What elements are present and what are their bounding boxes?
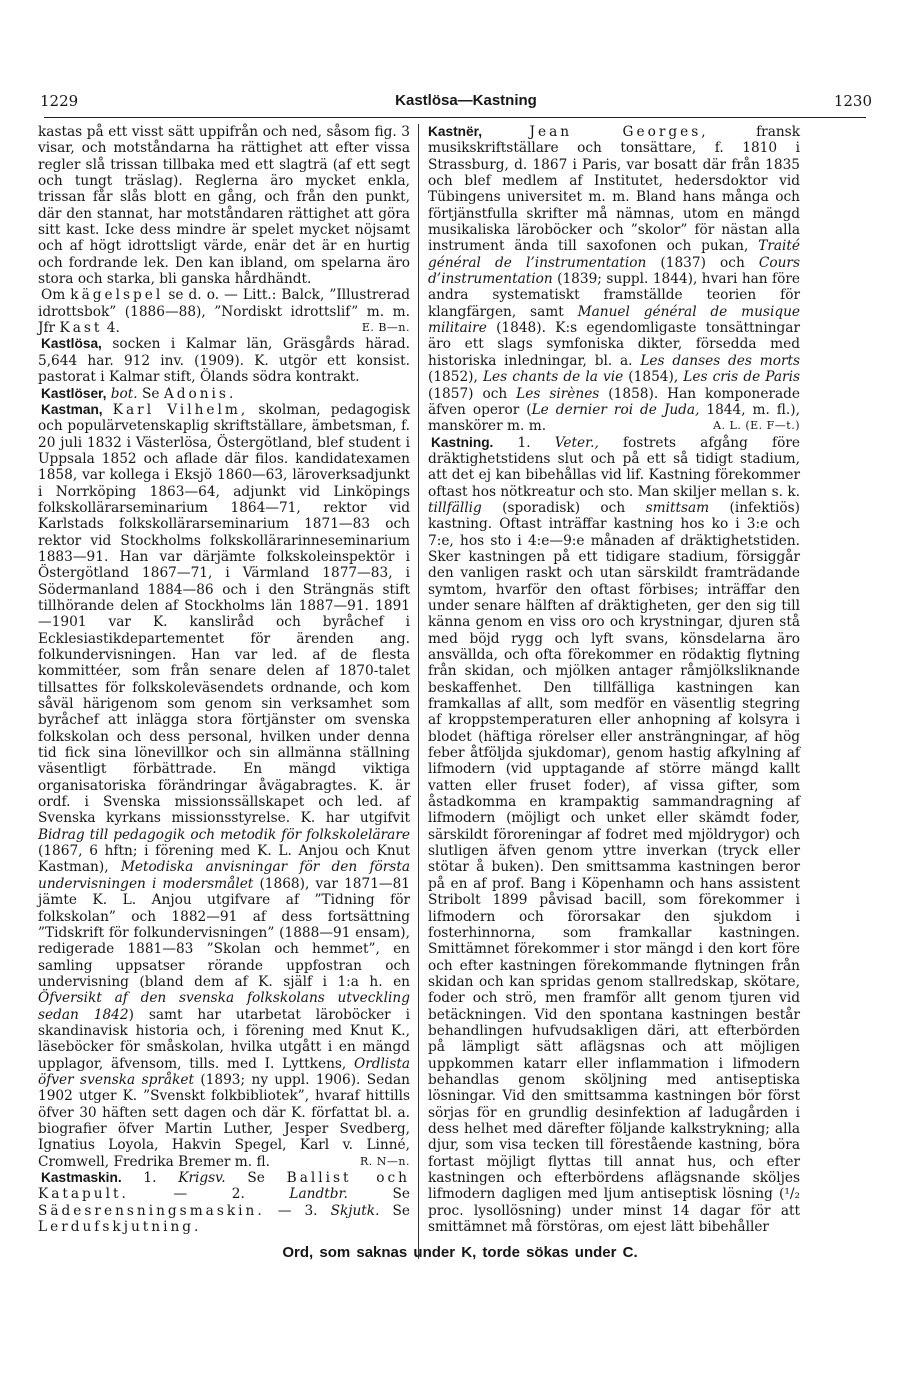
entry-headword: Kastman, xyxy=(41,401,103,417)
text-run: Se xyxy=(137,385,164,402)
text-run: Les chants de la vie xyxy=(482,369,624,386)
text-run: ) samt har utarbetat läroböcker i skandinavisk historia och, i förening med Knut K., läseböcker för småskolan, hvilka utgått i en mängd upplagor, äfvensom, tills. med I. Lyttkens, xyxy=(38,1006,411,1072)
text-run: (1858). Han komponerade äfven operor ( xyxy=(428,385,801,418)
entry-headword: Kastnër, xyxy=(428,124,483,139)
author-signature: R. N—n. xyxy=(360,1154,410,1168)
text-run: kastas på ett visst sätt uppifrån och ned, såsom fig. 3 visar, och motståndarna ha rättighet att efter vissa regler slå trissan tillbaka med ett slagträ (af ett segt och tungt träslag). Reglerna äro mycket enkla, trissan får slås blott en gång, och från den punkt, där den stannat, har motståndaren rättighet att göra sitt kast. Icke dess mindre är spelet mycket nöjsamt och af högt idrottsligt värde, enär det är en hurtig och fordrande lek. Den kan ibland, om spelarna äro stora och starka, bli ganska hårdhändt. xyxy=(38,124,410,288)
text-run: Skjutk. xyxy=(330,1202,380,1219)
text-run: (1852), xyxy=(428,369,483,386)
text-run: ¹/₂ xyxy=(784,1186,800,1203)
text-run: Bidrag till pedagogik och metodik för folkskolelärare xyxy=(38,826,410,843)
text-run: Jean Georges, xyxy=(529,124,709,140)
text-run: Les cris de Paris xyxy=(683,369,800,386)
text-run: (infektiös) kastning. Oftast inträffar kastning hos ko i 3:e och 7:e, hos sto i 4:e—9:e månaden af dräktighetstiden. Sker kastningen på ett tidigare stadium, försiggår den vanligen raskt och utan särskildt framträdande symtom, hvarför den oftast förbises; inträffar den under senare hälften af dräktigheten, ger den sig till känna genom en viss oro och krystningar, djuren stå med böjd rygg och lyft svans, könsdelarna äro ansvällda, och ofta förekommer en rödaktig flytning från skidan, och mjölken antager råmjölksliknande beskaffenhet. Den tillfälliga kastningen kan framkallas af allt, som medför en väsentlig stegring af kroppstemperaturen eller anhopning af kolsyra i blodet (häftiga rörelser eller ansträngningar, af hög feber åtföljda sjukdomar), genom hastig afkylning af lifmodern (vid upptagande af större mängd kallt vatten eller fruset foder), af vissa gifter, som åstadkomma en krampaktig sammandragning af lifmodern (möjligt och unket eller skämdt foder, särskildt föroreningar af fodret med mjöldrygor) och slutligen äfven genom yttre inverkan (tryck eller stötar å buken). Den smittsamma kastningen beror på en af prof. Bang i Köpenhamn och hans assistent Stribolt 1899 påvisad bacill, som förekommer i lifmodern och förorsakar den sjukdom i fosterhinnorna, som framkallar kastningen. Smittämnet förekommer i stor mängd i den kort före och efter kastningen förekommande flytningen från skidan och kan spridas genom stallredskap, skötare, foder och strö, men framför allt genom tjuren vid betäckningen. Vid den spontana kastningen består behandlingen hufvudsakligen däri, att efterbörden på lämpligt sätt aflägsnas och att möjligen uppkommen katarr eller inflammation i lifmodern behandlas genom sköljning med antiseptiska lösningar. Vid den smittsamma kastningen bör först sörjas för en grundlig desinfektion af ladugården i dess helhet med därefter följande kalkstrykning; alla djur, som visa tecken till förestående kastning, böra fortast möjligt flyttas till annat hus, och efter kastningen och efterbördens aflägsnande sköljes lifmodern dagligen med ljum antiseptisk lösning ( xyxy=(428,499,800,1203)
entry-headword: Kastlösa, xyxy=(41,336,102,352)
text-run: fostrets afgång före dräktighetstidens slut och på ett så tidigt stadium, att det ej kan bibehållas vid lif. Kastning förekommer oftast hos nötkreatur och sto. Man skiljer mellan s. k. xyxy=(428,434,800,500)
text-run: Om xyxy=(41,287,66,304)
text-run: Öfversikt af den svenska folkskolans utveckling sedan 1842 xyxy=(38,990,410,1023)
paragraph-kagelspel xyxy=(38,287,410,336)
running-title: Kastlösa—Kastning xyxy=(395,92,537,109)
text-run: skolman, pedagogisk och populärvetenskaplig skriftställare, ämbetsman, f. 20 juli 1832 i Västerlösa, Östergötland, blef student i Uppsala 1852 och aflade där filos. kandidatexamen 1858, var kollega i Eksjö 1860—63, läroverksadjunkt i Norrköping 1863—64, adjunkt vid Linköpings folkskollärarseminarium 1864—71, rektor vid Karlstads folkskollärarseminarium 1871—83 och rektor vid Stockholms folkskollärarinneseminarium 1883—91. Han var därjämte folkskoleinspektör i Östergötland 1867—71, i Värmland 1877—83, i Södermanland 1884—86 och i den Strängnäs stift tillhörande delen af Stockholms län 1887—91. 1891—1901 var K. kansliråd och byråchef i Ecklesiastikdepartementet för ärenden ang. folkundervisningen. Han var led. af de flesta kommittéer, som från senare delen af 1870-talet tillsattes för folkskoleväsendets ordnande, och kom såväl härigenom som genom sin verksamhet som byråchef att inlägga stora förtjänster om svenska folkskolan och dess personal, hvilken under denna tid fick sina lönevillkor och sin allmänna ställning väsentligt förbättrade. En mängd viktiga organisatoriska förändringar åvägabragtes. K. är ordf. i Svenska missionssällskapet och led. af Svenska kyrkans missionsstyrelse. K. har utgifvit xyxy=(38,401,410,827)
entry-headword: Kastning. xyxy=(431,434,494,450)
author-signature: E. B—n. xyxy=(361,321,410,335)
text-run: (1868), var 1871—81 jämte K. L. Anjou utgifvare af ”Tidning för folkskolan” och 1882—91 af dess fortsättning ”Tidskrift för folkundervisningen” (1888—91 ensam), redigerade 1881—83 ”Skolan och hemmet”, en samling uppsatser rörande uppfostran och undervisning (bland dem af K. själf i 1:a h. en xyxy=(38,875,411,990)
text-run: Se xyxy=(225,1170,287,1186)
text-run: Traité général de l’instrumentation xyxy=(428,238,800,271)
footer-note: Ord, som saknas under K, torde sökas under C. xyxy=(282,1244,638,1261)
text-run: smittsam xyxy=(645,499,710,516)
text-run: Se xyxy=(379,1202,410,1219)
text-run: Krigsv. xyxy=(178,1170,226,1186)
text-run: Lerdufskjutning. xyxy=(38,1219,202,1236)
text-run: — 3. xyxy=(264,1202,331,1219)
text-run: Metodiska anvisningar för den första undervisningen i modersmålet xyxy=(38,859,410,892)
text-run: (1854), xyxy=(623,369,684,386)
text-run: Ballist och Katapult. xyxy=(38,1170,410,1203)
text-run: (1839; suppl. 1844), hvari han före andra systematiskt framställde teorien för klangfärgen, samt xyxy=(428,271,800,320)
text-run: tillfällig xyxy=(428,499,482,516)
text-run: socken i Kalmar län, Gräsgårds härad. 5,644 har. 912 inv. (1909). K. utgör ett konsist. pastorat i Kalmar stift, Ölands södra kontrakt. xyxy=(38,336,410,386)
paragraph-kastas xyxy=(38,124,410,287)
entry-kastning xyxy=(428,435,800,1236)
header-rule xyxy=(44,117,866,118)
right-column xyxy=(428,124,800,1235)
text-run: kägelspel xyxy=(70,287,164,304)
text-run: Karl Vilhelm, xyxy=(112,401,249,418)
entry-headword: Kastlöser, xyxy=(41,385,107,401)
text-run: Les danses des morts xyxy=(640,352,801,369)
text-run: Se xyxy=(347,1186,410,1203)
text-run: fransk musikskriftställare och tonsättare, f. 1810 i Strassburg, d. 1867 i Paris, var bosatt där från 1835 och blef medlem af Institutet, hedersdoktor vid Tübingens universitet m. m. Bland hans många och förtjänstfulla skrifter må nämnas, utom en mängd musikaliska läroböcker och ”skolor” för nästan alla instrument ända till saxofonen och pukan, xyxy=(428,124,800,255)
page-number-right: 1230 xyxy=(833,92,872,110)
text-run: Ordlista öfver svenska språket xyxy=(38,1055,410,1088)
entry-kastner xyxy=(428,124,800,435)
entry-kastmaskin xyxy=(38,1170,410,1235)
text-run: Adonis. xyxy=(163,385,237,402)
text-run: (1848). K:s egendomligaste tonsättningar äro ett slags symfoniska dikter, försedda med historiska inledningar, bl. a. xyxy=(428,320,800,369)
text-run: 1844, m. fl.), manskörer m. m. xyxy=(428,401,800,435)
text-run: Cours d’instrumentation xyxy=(428,254,801,288)
column-divider xyxy=(418,124,419,1259)
page-number-left: 1229 xyxy=(40,92,79,110)
text-run: (1837) och xyxy=(646,254,759,271)
text-run: (sporadisk) och xyxy=(481,499,646,516)
text-run: Veter., xyxy=(554,434,599,451)
text-run: Les sirènes xyxy=(516,385,600,402)
entry-kastlosa xyxy=(38,336,410,385)
text-run: 1. xyxy=(121,1170,179,1186)
text-run: Le dernier roi de Juda, xyxy=(531,401,700,418)
text-run: Landtbr. xyxy=(289,1186,348,1203)
left-column xyxy=(38,124,410,1235)
text-run: 4. xyxy=(106,320,120,337)
text-run: Kast xyxy=(59,320,103,337)
text-run: Manuel général de musique militaire xyxy=(428,303,800,337)
entry-kastman xyxy=(38,402,410,1170)
text-run: — 2. xyxy=(128,1186,290,1203)
text-run: proc. lysollösning) under minst 14 dagar för att smittämnet må förstöras, om ejest lätt bibehåller xyxy=(428,1202,800,1236)
text-run: (1893; ny uppl. 1906). Sedan 1902 utger K. ”Svenskt folkbibliotek”, hvaraf hittills öfver 30 häften sett dagen och där K. författat bl. a. biografier öfver Martin Luther, Jesper Svedberg, Ignatius Loyola, Hakvin Spegel, Karl v. Linné, Cromwell, Fredrika Bremer m. fl. xyxy=(38,1071,410,1170)
entry-kastloser xyxy=(38,386,410,402)
text-run: Sädesrensningsmaskin. xyxy=(38,1202,265,1219)
entry-headword: Kastmaskin. xyxy=(41,1170,122,1185)
text-run: 1. xyxy=(493,434,555,451)
text-run: (1857) och xyxy=(428,385,517,402)
text-run: se d. o. — Litt.: Balck, ”Illustrerad idrottsbok” (1886—88), ”Nordiskt idrottslif” m. m. Jfr xyxy=(38,287,410,337)
text-run: (1867, 6 hftn; i förening med K. L. Anjou och Knut Kastman), xyxy=(38,843,410,876)
text-run: bot. xyxy=(106,385,138,402)
running-header xyxy=(36,92,896,116)
author-signature: A. L. (E. F—t.) xyxy=(713,419,800,433)
